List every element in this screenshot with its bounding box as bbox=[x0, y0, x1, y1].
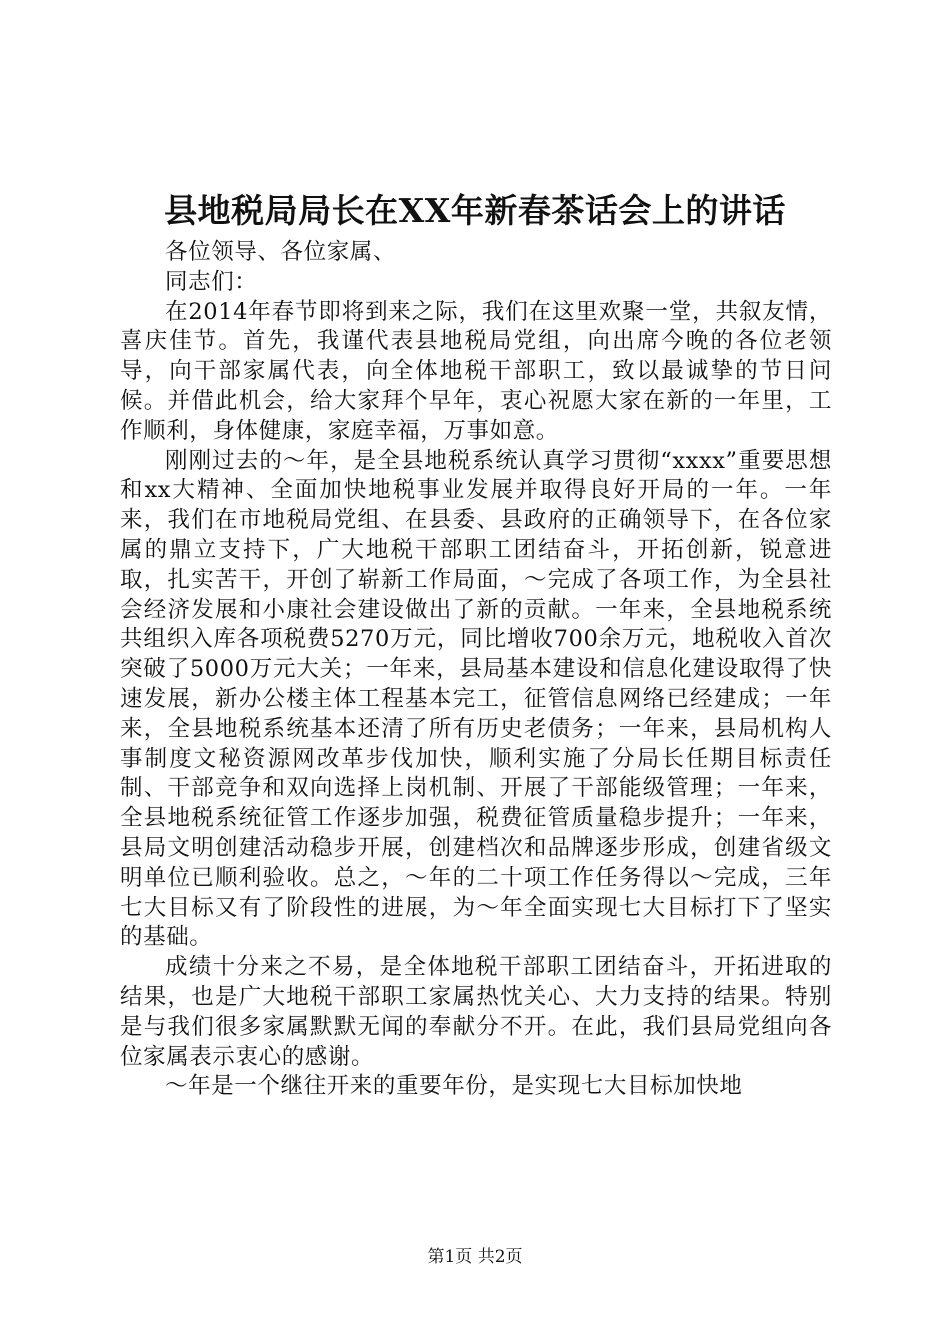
body-paragraph: ～年是一个继往开来的重要年份，是实现七大目标加快地 bbox=[165, 1073, 743, 1100]
body-paragraph: 成绩十分来之不易，是全体地税干部职工团结奋斗，开拓进取的结果，也是广大地税干部职工家属热忱关心、大力支持的结果。特别是与我们很多家属默默无闻的奉献分不开。在此，我们县局党组向各位家属表示衷心的感谢。 bbox=[120, 954, 832, 1070]
page-number-footer: 第1页 共2页 bbox=[427, 1247, 523, 1267]
document-title: 县地税局局长在XX年新春茶话会上的讲话 bbox=[164, 191, 786, 230]
salutation-line: 同志们： bbox=[165, 268, 258, 295]
body-paragraph: 刚刚过去的～年，是全县地税系统认真学习贯彻“xxxx”重要思想和xx大精神、全面加快地税事业发展并取得良好开局的一年。一年来，我们在市地税局党组、在县委、县政府的正确领导下，在各位家属的鼎立支持下，广大地税干部职工团结奋斗，开拓创新，锐意进取，扎实苦干，开创了崭新工作局面，～完成了各项工作，为全县社会经济发展和小康社会建设做出了新的贡献。一年来，全县地税系统共组织入库各项税费5270万元，同比增收700余万元，地税收入首次突破了5000万元大关；一年来，县局基本建设和信息化建设取得了快速发展，新办公楼主体工程基本完工，征管信息网络已经建成；一年来，全县地税系统基本还清了所有历史老债务；一年来，县局机构人事制度文秘资源网改革步伐加快，顺利实施了分局长任期目标责任制、干部竞争和双向选择上岗机制、开展了干部能级管理；一年来，全县地税系统征管工作逐步加强，税费征管质量稳步提升；一年来，县局文明创建活动稳步开展，创建档次和品牌逐步形成，创建省级文明单位已顺利验收。总之，～年的二十项工作任务得以～完成，三年七大目标又有了阶段性的进展，为～年全面实现七大目标打下了坚实的基础。 bbox=[120, 447, 832, 951]
body-paragraph: 在2014年春节即将到来之际，我们在这里欢聚一堂，共叙友情，喜庆佳节。首先，我谨代表县地税局党组，向出席今晚的各位老领导，向干部家属代表，向全体地税干部职工，致以最诚挚的节日问候。并借此机会，给大家拜个早年，衷心祝愿大家在新的一年里，工作顺利，身体健康，家庭幸福，万事如意。 bbox=[120, 298, 832, 444]
salutation-line: 各位领导、各位家属、 bbox=[165, 239, 397, 265]
document-body bbox=[120, 238, 832, 1102]
